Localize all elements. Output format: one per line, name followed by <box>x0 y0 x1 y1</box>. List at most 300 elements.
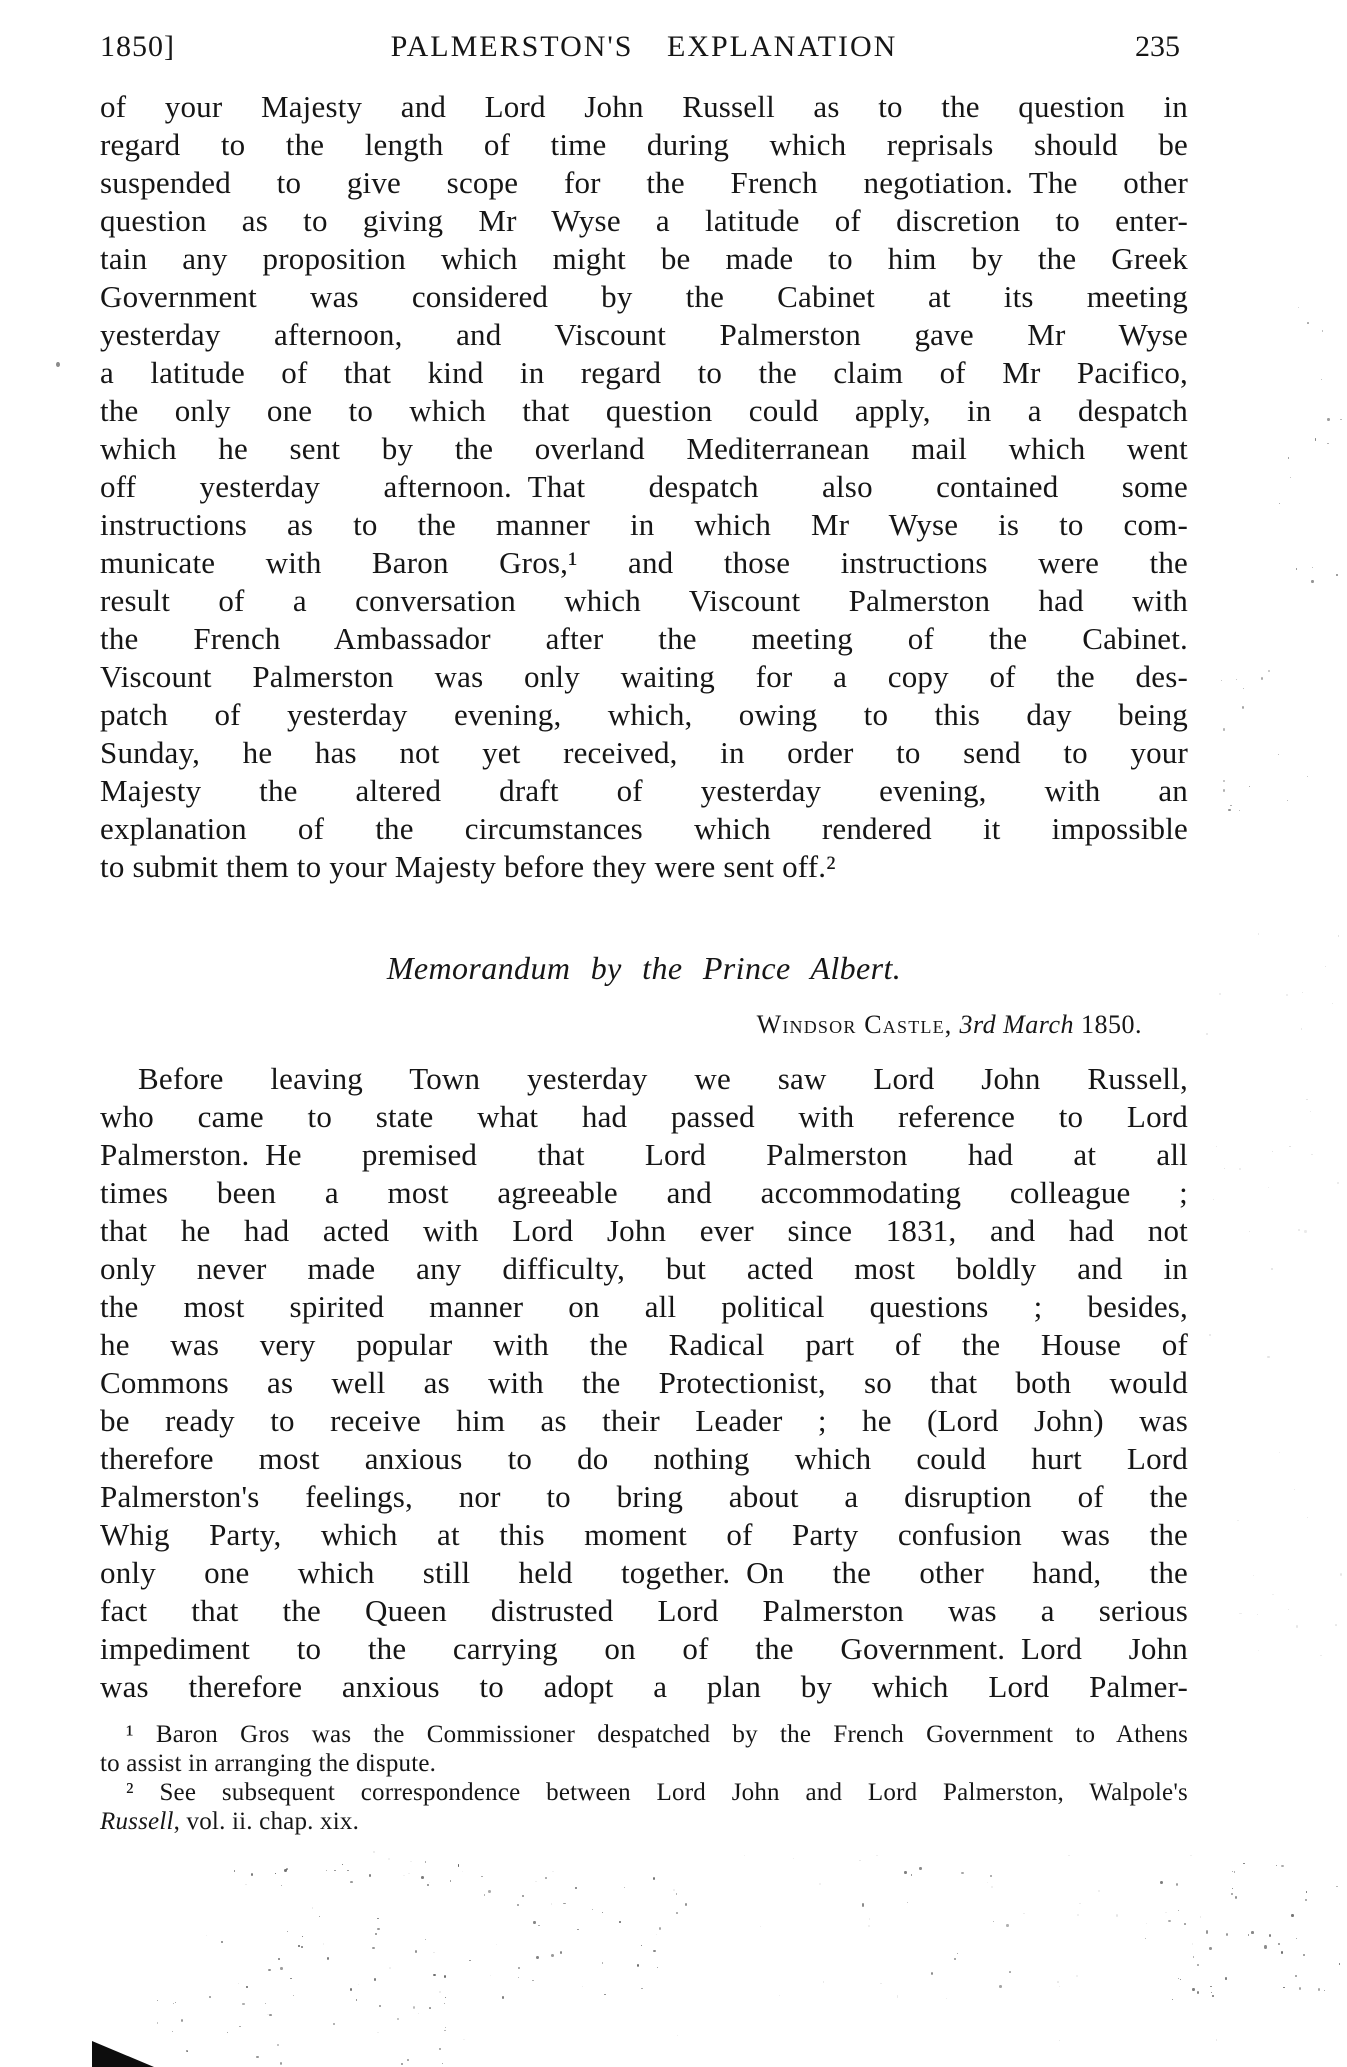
text-line: which he sent by the overland Mediterranean mail which went <box>100 431 1188 466</box>
scan-speck <box>397 2018 399 2021</box>
scan-speck <box>388 1858 390 1860</box>
scan-speck <box>377 1918 379 1919</box>
scan-speck <box>389 1967 391 1969</box>
scan-speck <box>1226 1933 1228 1936</box>
text-line: Commons as well as with the Protectionist, so that both would <box>100 1365 1188 1400</box>
scan-speck <box>1219 993 1221 995</box>
scan-speck <box>518 1967 520 1969</box>
scan-speck <box>1304 1230 1306 1233</box>
text-line: only one which still held together. On the other hand, the <box>100 1555 1188 1590</box>
text-line: Sunday, he has not yet received, in order to send to your <box>100 735 1188 770</box>
scan-speck <box>868 1925 870 1927</box>
scan-speck <box>1298 307 1300 309</box>
scan-speck <box>563 1903 566 1905</box>
scan-speck <box>245 1884 247 1885</box>
scan-speck <box>961 1872 963 1874</box>
scan-speck <box>450 1880 452 1882</box>
text-line: a latitude of that kind in regard to the claim of Mr Pacifico, <box>100 355 1188 390</box>
scan-speck <box>1068 1855 1070 1856</box>
scan-speck <box>991 1886 993 1888</box>
scan-speck <box>1307 776 1308 777</box>
scan-speck <box>1268 670 1270 672</box>
text-line: that he had acted with Lord John ever since 1831, and had not <box>100 1213 1188 1248</box>
text-line: he was very popular with the Radical part of the House of <box>100 1327 1188 1362</box>
scan-speck <box>1278 754 1279 755</box>
scan-speck <box>173 2003 174 2004</box>
scan-speck <box>859 1860 860 1861</box>
scan-speck <box>1009 1971 1011 1973</box>
scan-speck <box>463 2039 465 2040</box>
scan-speck <box>1288 457 1290 459</box>
scan-speck <box>1212 1995 1214 1997</box>
scan-speck <box>677 2035 678 2037</box>
text-line: to submit them to your Majesty before they were sent off.² <box>100 849 836 884</box>
text-line: Majesty the altered draft of yesterday evening, with an <box>100 773 1188 808</box>
scan-speck <box>1190 1855 1192 1856</box>
scan-speck <box>439 1991 441 1993</box>
scan-speck <box>469 1960 471 1962</box>
scan-speck <box>293 1995 294 1996</box>
scan-speck <box>358 1984 360 1985</box>
scan-speck <box>1338 935 1339 936</box>
text-line: Viscount Palmerston was only waiting for a copy of the des- <box>100 659 1188 694</box>
scan-speck <box>181 2019 183 2022</box>
scan-speck <box>1184 1923 1186 1925</box>
scan-speck <box>919 1867 922 1870</box>
scan-speck <box>1059 2040 1061 2041</box>
scan-speck <box>429 1882 431 1884</box>
scan-speck <box>1239 810 1240 811</box>
scan-speck <box>1243 1863 1245 1865</box>
text-line: result of a conversation which Viscount Palmerston had with <box>100 583 1188 618</box>
scan-speck <box>1286 994 1288 996</box>
memo-paragraph <box>100 1060 1188 1706</box>
text-line: Before leaving Town yesterday we saw Lord John Russell, <box>138 1061 1188 1096</box>
scan-speck <box>685 1903 687 1906</box>
scan-speck <box>535 1881 537 1882</box>
scan-speck <box>1210 1986 1212 1987</box>
scan-speck <box>897 1995 899 1997</box>
scan-speck <box>1236 679 1237 680</box>
scan-speck <box>592 1909 593 1910</box>
scan-speck <box>1336 574 1338 576</box>
text-line: impediment to the carrying on of the Government. Lord John <box>100 1631 1188 1666</box>
scan-speck <box>1305 1899 1308 1901</box>
scan-speck <box>673 1889 675 1891</box>
text-line: the most spirited manner on all political questions ; besides, <box>100 1289 1188 1324</box>
scan-speck <box>1281 1951 1283 1954</box>
scan-speck <box>1023 1913 1024 1914</box>
scan-speck <box>1243 688 1244 689</box>
scan-speck <box>1079 1903 1081 1904</box>
scan-speck <box>957 1953 958 1954</box>
scan-speck <box>444 2003 445 2004</box>
scan-speck <box>1178 1910 1179 1911</box>
scan-speck <box>1269 1934 1271 1937</box>
scan-speck <box>418 2013 419 2014</box>
scan-speck <box>172 2031 173 2032</box>
text-line: the only one to which that question could apply, in a despatch <box>100 393 1188 428</box>
scan-speck <box>302 1936 303 1937</box>
scan-speck <box>157 2000 159 2002</box>
scan-speck <box>234 1870 236 1872</box>
scan-speck <box>1267 1356 1269 1358</box>
scan-speck <box>286 1868 289 1870</box>
scan-speck <box>1176 1883 1178 1886</box>
scan-speck <box>265 2003 266 2005</box>
scan-speck <box>1299 1987 1302 1990</box>
scan-speck <box>577 1929 579 1930</box>
scan-speck <box>1279 1452 1280 1453</box>
text-line: be ready to receive him as their Leader ; he (Lord John) was <box>100 1403 1188 1438</box>
scan-speck <box>377 2032 379 2033</box>
scan-speck <box>1242 706 1244 709</box>
scan-speck <box>1301 1028 1303 1030</box>
scan-speck <box>334 1870 335 1872</box>
scan-speck <box>1257 1614 1258 1615</box>
scan-speck <box>1116 1914 1118 1917</box>
scan-speck <box>1303 1954 1305 1955</box>
text-line: explanation of the circumstances which rendered it impossible <box>100 811 1188 846</box>
scan-speck <box>1311 1154 1313 1155</box>
scan-speck <box>1230 805 1232 806</box>
scan-speck <box>1160 1881 1163 1884</box>
scan-speck <box>624 1887 625 1888</box>
scan-speck <box>187 2051 189 2052</box>
page-header <box>100 30 1188 64</box>
scan-speck <box>1339 1963 1341 1965</box>
scan-speck <box>246 1986 248 1988</box>
text-line: who came to state what had passed with reference to Lord <box>100 1099 1188 1134</box>
scan-speck <box>1223 789 1225 792</box>
scan-speck <box>1340 1573 1342 1576</box>
memo-heading: Memorandum by the Prince Albert. <box>386 950 902 986</box>
scan-speck <box>907 1902 908 1903</box>
scan-speck <box>1340 419 1342 421</box>
scan-speck <box>379 2005 381 2007</box>
scan-speck <box>653 1877 656 1880</box>
scan-speck <box>1291 1914 1294 1918</box>
scan-speck <box>427 1884 429 1886</box>
scan-speck <box>1223 728 1225 730</box>
scan-speck <box>298 1945 300 1947</box>
scan-speck <box>356 1999 358 2001</box>
scan-speck <box>333 2023 335 2025</box>
scan-speck <box>946 1998 947 1999</box>
scan-speck <box>904 1871 906 1874</box>
scan-speck <box>350 1988 352 1991</box>
scan-speck <box>1290 477 1291 478</box>
scan-speck <box>413 2006 415 2009</box>
text-line: Palmerston's feelings, nor to bring about a disruption of the <box>100 1479 1188 1514</box>
scan-speck <box>1310 1111 1311 1112</box>
scan-speck <box>1276 1865 1277 1866</box>
scan-speck <box>1206 1033 1208 1035</box>
text-line: Government was considered by the Cabinet at its meeting <box>100 279 1188 314</box>
scan-speck <box>1311 580 1313 583</box>
scan-speck <box>1234 1871 1235 1872</box>
scan-speck <box>280 2062 282 2065</box>
scan-speck <box>1165 1912 1167 1914</box>
scan-speck <box>656 1934 657 1935</box>
scan-speck <box>281 1885 282 1886</box>
scan-speck <box>1306 1891 1308 1893</box>
scan-speck <box>637 1964 639 1967</box>
scan-speck <box>560 1951 562 1954</box>
scan-speck <box>1248 1934 1249 1936</box>
scan-speck <box>1216 1146 1218 1147</box>
text-line: tain any proposition which might be made to him by the Greek <box>100 241 1188 276</box>
scan-speck <box>1206 1930 1209 1933</box>
scan-speck <box>1192 1988 1195 1991</box>
scan-speck <box>323 1943 325 1945</box>
scan-speck <box>403 1875 405 1876</box>
footnote-line: ² See subsequent correspondence between Lord John and Lord Palmerston, Walpole's <box>126 1779 1188 1806</box>
text-line: therefore most anxious to do nothing which could hurt Lord <box>100 1441 1188 1476</box>
scan-speck <box>1224 1168 1225 1169</box>
scan-speck <box>869 1918 871 1920</box>
scan-speck <box>1337 1182 1339 1185</box>
scan-speck <box>1281 1865 1284 1867</box>
scan-speck <box>1098 1890 1100 1892</box>
paragraph-continuation <box>100 88 1188 886</box>
scan-speck <box>1307 322 1309 324</box>
scan-speck <box>533 1921 536 1925</box>
text-line: off yesterday afternoon. That despatch also contained some <box>100 469 1188 504</box>
scan-speck <box>1172 1999 1173 2000</box>
text-line: Whig Party, which at this moment of Party confusion was the <box>100 1517 1188 1552</box>
scan-speck <box>369 1874 372 1878</box>
scan-speck <box>1302 992 1303 993</box>
scan-speck <box>239 2026 241 2027</box>
scan-speck <box>1211 1992 1212 1993</box>
scan-speck <box>1327 418 1330 421</box>
scan-speck <box>1251 1931 1254 1934</box>
scan-speck <box>1006 1924 1009 1927</box>
text-line: suspended to give scope for the French negotiation. The other <box>100 165 1188 200</box>
scan-speck <box>496 1944 497 1945</box>
scan-speck <box>312 1907 314 1909</box>
scan-speck <box>1209 1334 1211 1336</box>
text-line: yesterday afternoon, and Viscount Palmerston gave Mr Wyse <box>100 317 1188 352</box>
scan-speck <box>444 2030 446 2031</box>
scan-speck <box>744 1855 746 1856</box>
scan-speck <box>1318 1988 1320 1991</box>
scan-speck <box>823 1981 824 1982</box>
scan-speck <box>1327 443 1328 444</box>
scan-speck <box>1279 503 1280 504</box>
scan-speck <box>1321 379 1322 380</box>
header-page-number: 235 <box>1135 30 1180 63</box>
scan-speck <box>575 1887 577 1889</box>
scan-speck <box>301 1946 303 1948</box>
scan-speck <box>1289 1146 1291 1148</box>
scan-speck <box>375 1933 377 1935</box>
scan-speck <box>793 1858 794 1859</box>
scan-speck <box>488 1890 491 1893</box>
text-line: instructions as to the manner in which Mr Wyse is to com- <box>100 507 1188 542</box>
scan-speck <box>373 1851 375 1853</box>
scan-speck <box>619 1921 622 1923</box>
scan-speck <box>1193 1956 1195 1958</box>
scan-speck <box>374 1978 376 1981</box>
scan-speck <box>425 1861 426 1862</box>
scan-speck <box>1325 966 1326 968</box>
italic-text: Russell <box>100 1808 174 1835</box>
scan-speck <box>954 1958 956 1960</box>
scan-speck <box>1298 1229 1300 1231</box>
scan-speck <box>1261 677 1263 680</box>
scan-speck <box>415 1950 417 1953</box>
scan-speck <box>1232 1888 1233 1889</box>
scan-speck <box>779 1995 780 1996</box>
scan-speck <box>377 1928 380 1930</box>
text-line: question as to giving Mr Wyse a latitude of discretion to enter- <box>100 203 1188 238</box>
scan-speck <box>1307 1517 1309 1518</box>
scan-speck <box>175 2002 176 2004</box>
scan-speck <box>284 1869 287 1872</box>
scan-speck <box>518 1977 519 1979</box>
scan-speck <box>408 1873 410 1875</box>
scan-speck <box>342 1864 343 1865</box>
scan-speck <box>880 1983 881 1984</box>
scan-speck <box>657 1967 658 1968</box>
scan-speck <box>227 2032 228 2034</box>
scan-speck <box>1213 1199 1214 1200</box>
scan-speck <box>484 1894 485 1896</box>
text-line: municate with Baron Gros,¹ and those instructions were the <box>100 545 1188 580</box>
scan-speck <box>186 2050 189 2052</box>
scan-speck <box>290 1978 292 1979</box>
scan-speck <box>551 1903 552 1905</box>
scan-speck <box>1180 1979 1181 1980</box>
scan-speck <box>1283 1987 1284 1988</box>
scan-speck <box>641 1988 644 1990</box>
memo-dateline <box>100 1010 1188 1040</box>
footnote-line: ¹ Baron Gros was the Commissioner despatched by the French Government to Athens <box>126 1721 1188 1748</box>
footnote-line <box>100 1807 1188 1836</box>
scan-speck <box>347 1870 349 1872</box>
scan-speck <box>425 1939 426 1940</box>
scan-speck <box>481 1876 483 1877</box>
scan-speck <box>429 2007 431 2009</box>
scan-speck <box>1295 1975 1298 1978</box>
scan-speck <box>551 1954 554 1957</box>
scan-speck <box>1296 1938 1297 1939</box>
scan-speck <box>1253 1575 1254 1576</box>
scan-speck <box>1225 1977 1228 1980</box>
scan-speck <box>1335 1624 1337 1626</box>
scan-speck <box>458 1864 460 1867</box>
text-line: Palmerston. He premised that Lord Palmerston had at all <box>100 1137 1188 1172</box>
scan-speck <box>268 1969 270 1971</box>
scan-speck <box>604 1994 606 1995</box>
scan-speck <box>1197 1991 1199 1994</box>
scan-speck <box>421 1876 424 1879</box>
scan-speck <box>545 1877 547 1879</box>
scan-speck <box>280 1967 282 1970</box>
scan-speck <box>157 2022 159 2024</box>
scan-speck <box>1231 1893 1233 1896</box>
scan-speck <box>319 1916 320 1917</box>
header-year: 1850] <box>100 30 175 63</box>
scan-speck <box>659 1927 661 1930</box>
scan-speck <box>1076 1975 1078 1977</box>
scan-speck <box>490 1975 492 1977</box>
text-line: was therefore anxious to adopt a plan by which Lord Palmer- <box>100 1669 1188 1704</box>
header-title: PALMERSTON'S EXPLANATION <box>390 30 898 63</box>
scan-speck <box>502 1996 504 1998</box>
scan-speck <box>532 1980 534 1981</box>
scan-speck <box>1059 1986 1060 1987</box>
scan-speck <box>1057 1981 1059 1983</box>
scan-speck <box>1168 1920 1171 1922</box>
scan-speck <box>442 2063 443 2064</box>
scan-speck <box>602 1962 604 1964</box>
scan-speck <box>242 2003 244 2006</box>
scan-speck <box>1077 1914 1079 1916</box>
scan-speck <box>862 1903 864 1906</box>
scan-speck <box>517 1904 519 1906</box>
text-line: patch of yesterday evening, which, owing to this day being <box>100 697 1188 732</box>
scan-speck <box>1271 1268 1273 1270</box>
scan-speck <box>433 1952 434 1954</box>
scan-speck <box>641 1945 642 1946</box>
scan-speck <box>1287 800 1288 801</box>
scan-speck <box>653 1950 656 1952</box>
scan-speck <box>1272 1151 1273 1152</box>
scan-speck <box>1268 1187 1269 1188</box>
scan-speck <box>1332 1003 1333 1004</box>
scan-speck <box>275 1873 277 1874</box>
scan-speck <box>278 1958 280 1960</box>
footnotes <box>100 1720 1188 1836</box>
scan-speck <box>582 1986 583 1987</box>
scan-speck <box>760 1926 762 1928</box>
scan-speck <box>552 1871 553 1872</box>
scan-speck <box>1197 1964 1199 1966</box>
scan-speck <box>1288 1609 1289 1610</box>
scan-speck <box>522 1895 524 1897</box>
scan-speck <box>1237 1520 1238 1521</box>
text-line: regard to the length of time during which reprisals should be <box>100 127 1188 162</box>
scan-speck <box>350 1881 352 1883</box>
dateline-date: 3rd March <box>959 1010 1074 1039</box>
scan-speck <box>876 1855 878 1857</box>
scan-speck <box>1239 1168 1241 1170</box>
scan-speck <box>1145 1938 1146 1939</box>
scan-speck <box>1322 330 1323 331</box>
page-corner-mark <box>92 2041 154 2067</box>
text-line: times been a most agreeable and accommodating colleague ; <box>100 1175 1188 1210</box>
scan-speck <box>819 1883 821 1885</box>
scan-speck <box>1258 933 1260 935</box>
scan-speck <box>1336 1886 1337 1887</box>
scan-speck <box>326 1870 327 1871</box>
scan-speck <box>1278 1943 1280 1945</box>
scan-speck <box>1239 1613 1241 1615</box>
scan-speck <box>433 1974 435 1976</box>
scan-speck <box>536 1956 539 1959</box>
scan-speck <box>1264 1945 1267 1949</box>
scan-speck <box>372 1947 375 1949</box>
scan-speck <box>410 1861 412 1862</box>
text-segment: , vol. ii. chap. xix. <box>173 1808 360 1835</box>
scan-speck <box>1216 2039 1217 2041</box>
scan-speck <box>1296 1625 1298 1628</box>
text-line: fact that the Queen distrusted Lord Palmerston was a serious <box>100 1593 1188 1628</box>
scan-speck <box>602 1912 603 1913</box>
